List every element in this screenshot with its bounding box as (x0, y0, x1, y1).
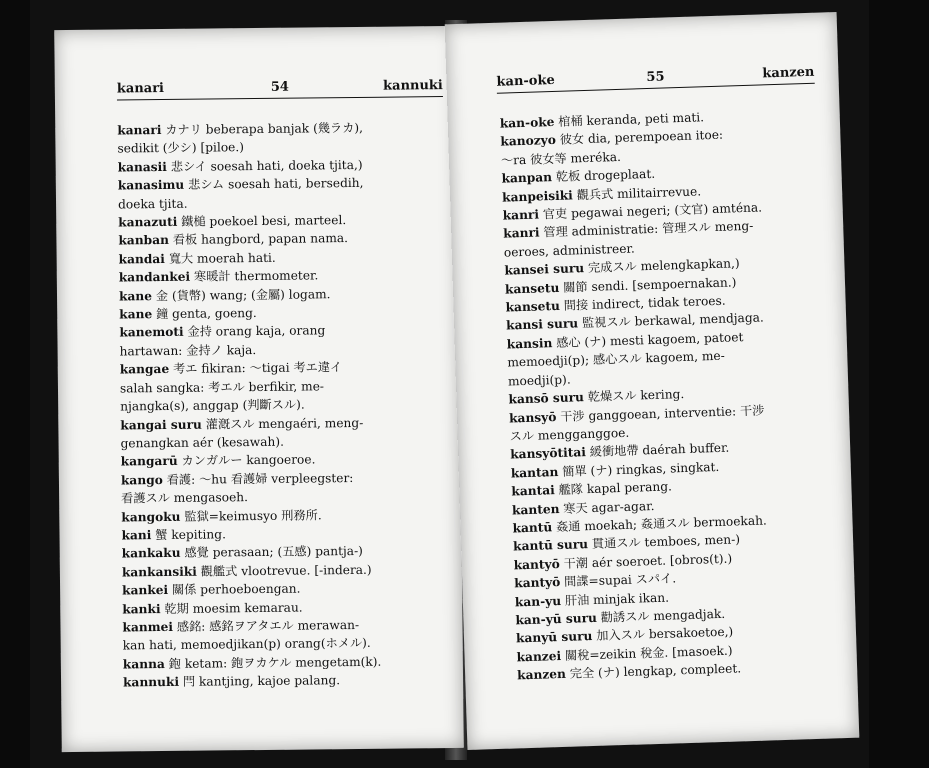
entry-headword: kan-oke (499, 114, 555, 131)
left-page (54, 26, 464, 752)
entry-definition: 緩衝地帶 daérah buffer. (585, 440, 730, 460)
entry-headword: kangai suru (120, 417, 202, 432)
entry-definition: 完全 (ナ) lengkap, compleet. (565, 661, 742, 682)
entry-headword: kanpan (501, 170, 553, 186)
entry-definition: 勸誘スル mengadjak. (596, 606, 726, 625)
entry-headword: kansei suru (504, 261, 585, 278)
entry-definition: 鐵槌 poekoel besi, marteel. (177, 213, 347, 229)
entry-definition: 金 (貨幣) wang; (金屬) logam. (151, 286, 331, 303)
entry-headword: kantai (511, 483, 555, 499)
left-page-number: 54 (270, 79, 289, 95)
entry-headword: kanri (502, 207, 540, 223)
entry-continuation: moedji(p). (507, 372, 571, 389)
entry-definition: 簡單 (ナ) ringkas, singkat. (558, 459, 720, 479)
entry-definition: 乾燥スル kering. (583, 387, 685, 405)
entry-continuation: kan hati, memoedjikan(p) orang(ホメル). (122, 636, 371, 653)
entry-definition: 棺桶 keranda, peti mati. (554, 110, 705, 129)
entry-definition: カナリ beberapa banjak (幾ラカ), (161, 120, 364, 138)
entry-continuation: oeroes, administreer. (503, 241, 636, 260)
entry-definition: 關節 sendi. [sempoernakan.) (559, 274, 737, 295)
entry-definition: 金持 orang kaja, orang (183, 323, 326, 340)
entry-definition: 觀兵式 militairrevue. (572, 183, 702, 203)
entry-definition: 看板 hangbord, papan nama. (168, 231, 349, 248)
entry-definition: 感心 (ナ) mesti kagoem, patoet (552, 329, 744, 350)
entry-headword: kansetu (504, 280, 560, 297)
entry-headword: kanri (503, 225, 540, 242)
entry-headword: kannuki (122, 675, 180, 690)
entry-definition: 肝油 minjak ikan. (560, 590, 670, 608)
entry-definition: 干涉 ganggoean, interventie: 干涉 (556, 402, 765, 424)
entry-definition: 觀艦式 vlootrevue. [-indera.) (196, 562, 372, 579)
entry-headword: kanna (122, 656, 165, 672)
book-edge-right (869, 0, 929, 768)
right-entry-list (500, 105, 840, 685)
entry-definition: 鉋 ketam: 鉋ヲカケル mengetam(k). (164, 654, 382, 671)
entry-definition: 姦通 moekah; 姦通スル bermoekah. (552, 513, 768, 535)
entry-definition: 關係 perhoeboengan. (168, 581, 301, 598)
entry-continuation: memoedji(p); 感心スル kagoem, me- (507, 348, 725, 370)
entry-headword: kangae (119, 362, 170, 377)
entry-definition: 間諜=supai スパイ. (560, 571, 677, 590)
entry-headword: kanzen (516, 667, 567, 683)
entry-headword: kantan (510, 464, 559, 481)
entry-headword: kane (118, 288, 153, 304)
entry-definition: 考エ fikiran: ～tigai 考エ違イ (169, 360, 343, 377)
entry-definition: 灌漑スル mengaéri, meng- (201, 415, 364, 432)
entry-definition: カンガルー kangoeroe. (177, 452, 316, 469)
entry-definition: 間接 indirect, tidak teroes. (559, 293, 726, 313)
entry-headword: kanemoti (119, 325, 184, 340)
entry-headword: kanpeisiki (501, 188, 574, 205)
entry-definition: 乾期 moesim kemarau. (160, 600, 303, 616)
entry-headword: kanozyo (500, 133, 557, 150)
left-guide-word-first: kanari (116, 80, 165, 97)
left-entry-list (117, 118, 453, 692)
entry-definition: 寒暖計 thermometer. (190, 268, 319, 284)
entry-definition: 關稅=zeikin 稅金. [masoek.) (560, 643, 733, 663)
entry-headword: kantū (512, 520, 553, 536)
entry-headword: kanyū suru (515, 629, 593, 646)
right-page (445, 12, 860, 750)
entry-definition: 管理 administratie: 管理スル meng- (539, 219, 754, 240)
entry-headword: kantū suru (512, 537, 589, 554)
entry-definition: 貫通スル temboes, men-) (587, 532, 741, 552)
entry-definition: 干潮 aér soeroet. [obros(t).) (559, 551, 733, 571)
entry-headword: kansin (506, 335, 553, 352)
entry-headword: kanazuti (118, 214, 178, 230)
entry-definition: 監視スル berkawal, mendjaga. (577, 310, 764, 331)
left-guide-word-last: kannuki (383, 78, 443, 94)
entry-headword: kansi suru (505, 316, 579, 334)
entry-continuation: sedikit (少シ) [piloe.) (117, 140, 245, 156)
entry-headword: kanasimu (117, 177, 185, 193)
entry-continuation: ～ra 彼女等 meréka. (500, 149, 622, 168)
entry-headword: kansyōtitai (510, 445, 587, 462)
entry-headword: kanki (122, 601, 161, 617)
left-page-header (117, 74, 443, 100)
entry-headword: kantyō (514, 575, 561, 591)
entry-definition: 感銘: 感銘ヲアタエル merawan- (172, 617, 360, 634)
entry-continuation: salah sangka: 考エル berfikir, me- (119, 379, 325, 396)
entry-headword: kani (121, 528, 152, 543)
entry-definition: 完成スル melengkapkan,) (583, 256, 740, 276)
entry-continuation: hartawan: 金持ノ kaja. (119, 342, 257, 359)
entry-headword: kankaku (121, 546, 181, 561)
entry-headword: kanban (118, 233, 169, 248)
entry-definition: 悲シム soesah hati, bersedih, (184, 176, 364, 192)
entry-headword: kane (119, 307, 153, 322)
entry-headword: kangarū (120, 454, 178, 469)
entry-headword: kansō suru (508, 390, 585, 407)
entry-continuation: doeka tjita. (117, 196, 188, 212)
right-guide-word-last: kanzen (762, 64, 815, 82)
entry-headword: kan-yu (514, 593, 562, 609)
entry-definition: 官吏 pegawai negeri; (文官) amténa. (538, 200, 763, 222)
entry-continuation: 看護スル mengasoeh. (121, 490, 249, 506)
entry-headword: kanten (511, 501, 560, 517)
entry-continuation: njangka(s), anggap (判斷スル). (120, 397, 305, 414)
entry-headword: kangoku (121, 509, 181, 524)
entry-headword: kango (120, 472, 163, 488)
entry-definition: 監獄=keimusyo 刑務所. (180, 507, 322, 524)
entry-definition: 彼女 dia, perempoean itoe: (555, 128, 724, 148)
entry-headword: kansyō (508, 409, 557, 426)
entry-headword: kandankei (118, 269, 191, 285)
right-page-header (496, 61, 815, 94)
entry-headword: kanasii (117, 159, 167, 175)
entry-continuation: スル mengganggoe. (509, 425, 630, 444)
entry-headword: kandai (118, 251, 165, 267)
entry-headword: kankansiki (121, 564, 197, 580)
entry-definition: 寬大 moerah hati. (164, 250, 276, 266)
right-guide-word-first: kan-oke (496, 72, 555, 90)
dictionary-entry (123, 670, 453, 692)
entry-definition: 感覺 perasaan; (五感) pantja-) (180, 544, 363, 561)
entry-headword: kanmei (122, 619, 174, 635)
entry-definition: 艦隊 kapal perang. (554, 479, 673, 498)
entry-headword: kankei (122, 583, 169, 598)
entry-continuation: genangkan aér (kesawah). (120, 434, 285, 451)
entry-headword: kanari (117, 123, 162, 138)
entry-headword: kan-yū suru (515, 610, 598, 628)
entry-definition: 鐘 genta, goeng. (152, 306, 257, 322)
entry-definition: 看護: ～hu 看護婦 verpleegster: (162, 470, 354, 487)
entry-definition: 閂 kantjing, kajoe palang. (178, 673, 341, 690)
entry-definition: 加入スル bersakoetoe,) (592, 624, 734, 644)
entry-headword: kantyō (513, 556, 560, 573)
entry-definition: 寒天 agar-agar. (559, 498, 655, 516)
entry-headword: kanzei (516, 648, 562, 665)
entry-definition: 蟹 kepiting. (151, 527, 226, 543)
right-page-number: 55 (646, 69, 665, 86)
book-edge-left (0, 0, 30, 768)
entry-definition: 乾板 drogeplaat. (551, 167, 656, 185)
entry-headword: kansetu (505, 298, 561, 315)
entry-definition: 悲シイ soesah hati, doeka tjita,) (166, 157, 363, 174)
